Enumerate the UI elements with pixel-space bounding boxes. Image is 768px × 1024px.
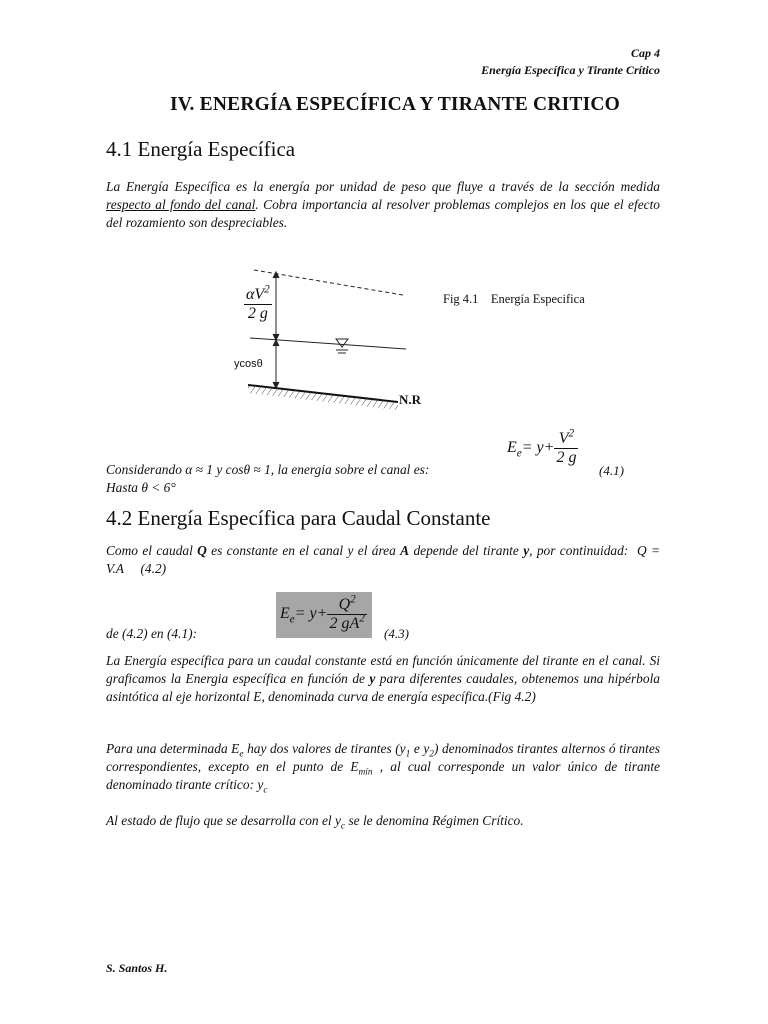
considering-line: Considerando α ≈ 1 y cosθ ≈ 1, la energia sobre el canal es:: [106, 462, 430, 477]
substitution-label: de (4.2) en (4.1):: [106, 626, 198, 641]
paragraph-text: e y: [410, 741, 430, 756]
subscript: mín: [358, 767, 373, 778]
eq-subscript: e: [516, 447, 522, 460]
exponent: 2: [264, 283, 270, 296]
eq-lhs: E: [507, 439, 517, 457]
fraction-denominator: 2 gA: [329, 615, 360, 632]
bold-symbol: y: [523, 543, 530, 558]
paragraph-text: para diferentes caudales, obtenemos una hipérbola asintótica al eje horizontal E, denominada curva de energía específica.(Fig 4.2): [106, 671, 660, 704]
figure-label-depth: ycosθ: [234, 358, 263, 370]
fraction-numerator: V: [558, 430, 569, 447]
figure-specific-energy-diagram: [228, 262, 428, 412]
paragraph-hyperbola: [106, 652, 660, 706]
channel-bed-hatch: [248, 385, 398, 410]
water-surface-line: [250, 338, 406, 349]
paragraph-alternate-depths: [106, 740, 660, 794]
paragraph-text: depende del tirante: [409, 543, 524, 558]
fraction-numerator: αV: [246, 286, 265, 303]
subscript: e: [239, 749, 244, 760]
equation-number-4-3: (4.3): [384, 626, 409, 641]
fraction-denominator: 2 g: [556, 449, 577, 466]
exponent: 2: [359, 612, 365, 625]
paragraph-text: Como el caudal: [106, 543, 198, 558]
paragraph-text: ) denominados tirantes alternos ó tirantes correspondientes, excepto en el punto de E: [106, 741, 660, 774]
page-title: IV. ENERGÍA ESPECÍFICA Y TIRANTE CRITICO: [169, 94, 621, 115]
subscript: c: [263, 785, 268, 796]
header-chapter: Cap 4: [630, 46, 660, 60]
paragraph-text: , al cual corresponde un valor único de tirante denominado tirante crítico: y: [106, 759, 660, 792]
paragraph-text: Para una determinada E: [106, 741, 240, 756]
section-heading-4-1: 4.1 Energía Específica: [106, 137, 296, 161]
eq-lhs: E: [280, 605, 290, 623]
footer-author: S. Santos H.: [106, 961, 168, 975]
paragraph-text: La Energía Específica es la energía por unidad de peso que fluye a través de la sección medida: [106, 179, 660, 194]
paragraph-text: La Energía específica para un caudal constante está en función únicamente del tirante en el canal. Si graficamos la Energia específica en función de: [106, 653, 660, 686]
fraction-numerator: Q: [338, 596, 351, 613]
underlined-text: respecto al fondo del canal: [106, 197, 256, 212]
paragraph-text: , por continuidad: Q = V.A (4.2): [106, 543, 664, 576]
paragraph-text: hay dos valores de tirantes (y: [243, 741, 406, 756]
equation-4-3: [276, 592, 372, 638]
subscript: 2: [429, 749, 434, 760]
paragraph-text: se le denomina Régimen Crítico.: [345, 813, 524, 828]
header-subtitle: Energía Específica y Tirante Crítico: [481, 63, 660, 77]
eq-subscript: e: [289, 613, 295, 626]
section-heading-4-2: 4.2 Energía Específica para Caudal Constante: [106, 506, 491, 530]
figure-velocity-head: [244, 283, 272, 323]
angle-limit-line: Hasta θ < 6°: [106, 480, 176, 495]
bold-symbol: A: [400, 543, 410, 558]
paragraph-text: Al estado de flujo que se desarrolla con el y: [106, 813, 341, 828]
exponent: 2: [350, 593, 356, 606]
equation-number-4-1: (4.1): [599, 463, 624, 478]
paragraph-text: . Cobra importancia al resolver problemas complejos en los que el efecto del rozamiento son despreciables.: [106, 197, 660, 230]
paragraph-continuity: [106, 542, 664, 578]
water-surface-triangle-icon: [336, 339, 348, 347]
figure-label-datum: N.R: [399, 392, 422, 407]
paragraph-critical-regime: [106, 812, 660, 830]
figure-caption: Fig 4.1 Energía Especifica: [443, 292, 585, 306]
equation-4-1: [507, 427, 578, 467]
fraction-denominator: 2 g: [247, 305, 268, 322]
paragraph-text: es constante en el canal y el área: [206, 543, 401, 558]
eq-operator: = y+: [294, 605, 328, 623]
eq-operator: = y+: [521, 439, 555, 457]
paragraph-definition: [106, 178, 660, 232]
subscript: 1: [405, 749, 411, 760]
bold-symbol: y: [369, 671, 376, 686]
subscript: c: [340, 821, 346, 832]
bold-symbol: Q: [197, 543, 207, 558]
exponent: 2: [568, 427, 575, 440]
